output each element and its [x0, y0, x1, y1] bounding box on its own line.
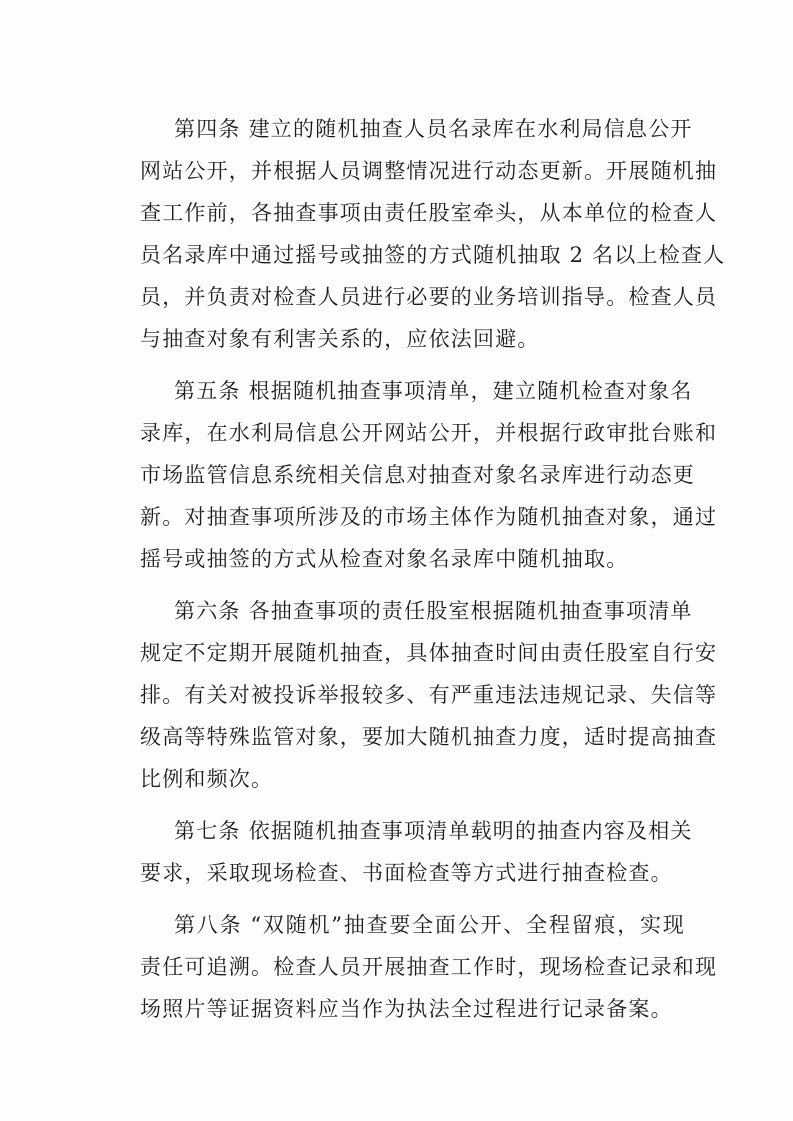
paragraph-line: 新。对抽查事项所涉及的市场主体作为随机抽查对象，通过 [140, 505, 718, 529]
document-body [140, 108, 726, 1040]
article-4 [140, 108, 726, 360]
paragraph-line: 排。有关对被投诉举报较多、有严重违法违规记录、失信等 [140, 683, 718, 707]
article-7 [140, 810, 693, 894]
paragraph-line: 员，并负责对检查人员进行必要的业务培训指导。检查人员 [140, 285, 718, 309]
paragraph-line: 第七条 依据随机抽查事项清单载明的抽查内容及相关 [174, 819, 693, 843]
paragraph-line: 查工作前，各抽查事项由责任股室牵头，从本单位的检查人 [140, 201, 718, 225]
paragraph-line: 员名录库中通过摇号或抽签的方式随机抽取 2 名以上检查人 [140, 243, 726, 267]
paragraph-line: 摇号或抽签的方式从检查对象名录库中随机抽取。 [140, 547, 629, 571]
article-number: 第六条 [174, 599, 241, 623]
paragraph-line: 要求，采取现场检查、书面检查等方式进行抽查检查。 [140, 861, 673, 885]
paragraph-line: 网站公开，并根据人员调整情况进行动态更新。开展随机抽 [140, 159, 718, 183]
paragraph-line: 级高等特殊监管对象，要加大随机抽查力度，适时提高抽查 [140, 725, 718, 749]
article-8 [140, 904, 718, 1030]
paragraph-line: 比例和频次。 [140, 767, 274, 791]
paragraph-line: 市场监管信息系统相关信息对抽查对象名录库进行动态更 [140, 463, 695, 487]
article-number: 第四条 [174, 117, 241, 141]
paragraph-line: 第六条 各抽查事项的责任股室根据随机抽查事项清单 [174, 599, 693, 623]
paragraph-line: 第五条 根据随机抽查事项清单，建立随机检查对象名 [174, 379, 693, 403]
article-number: 第八条 [174, 913, 243, 937]
paragraph-line: 规定不定期开展随机抽查，具体抽查时间由责任股室自行安 [140, 641, 718, 665]
paragraph-line: 录库，在水利局信息公开网站公开，并根据行政审批台账和 [140, 421, 718, 445]
paragraph-line: 场照片等证据资料应当作为执法全过程进行记录备案。 [140, 997, 673, 1021]
paragraph-line: 第四条 建立的随机抽查人员名录库在水利局信息公开 [174, 117, 693, 141]
article-number: 第五条 [174, 379, 241, 403]
paragraph-line: 第八条 “双随机”抽查要全面公开、全程留痕，实现 [174, 913, 685, 937]
article-number: 第七条 [174, 819, 241, 843]
article-6 [140, 590, 718, 800]
paragraph-line: 与抽查对象有利害关系的，应依法回避。 [140, 327, 540, 351]
paragraph-line: 责任可追溯。检查人员开展抽查工作时，现场检查记录和现 [140, 955, 718, 979]
article-5 [140, 370, 718, 580]
